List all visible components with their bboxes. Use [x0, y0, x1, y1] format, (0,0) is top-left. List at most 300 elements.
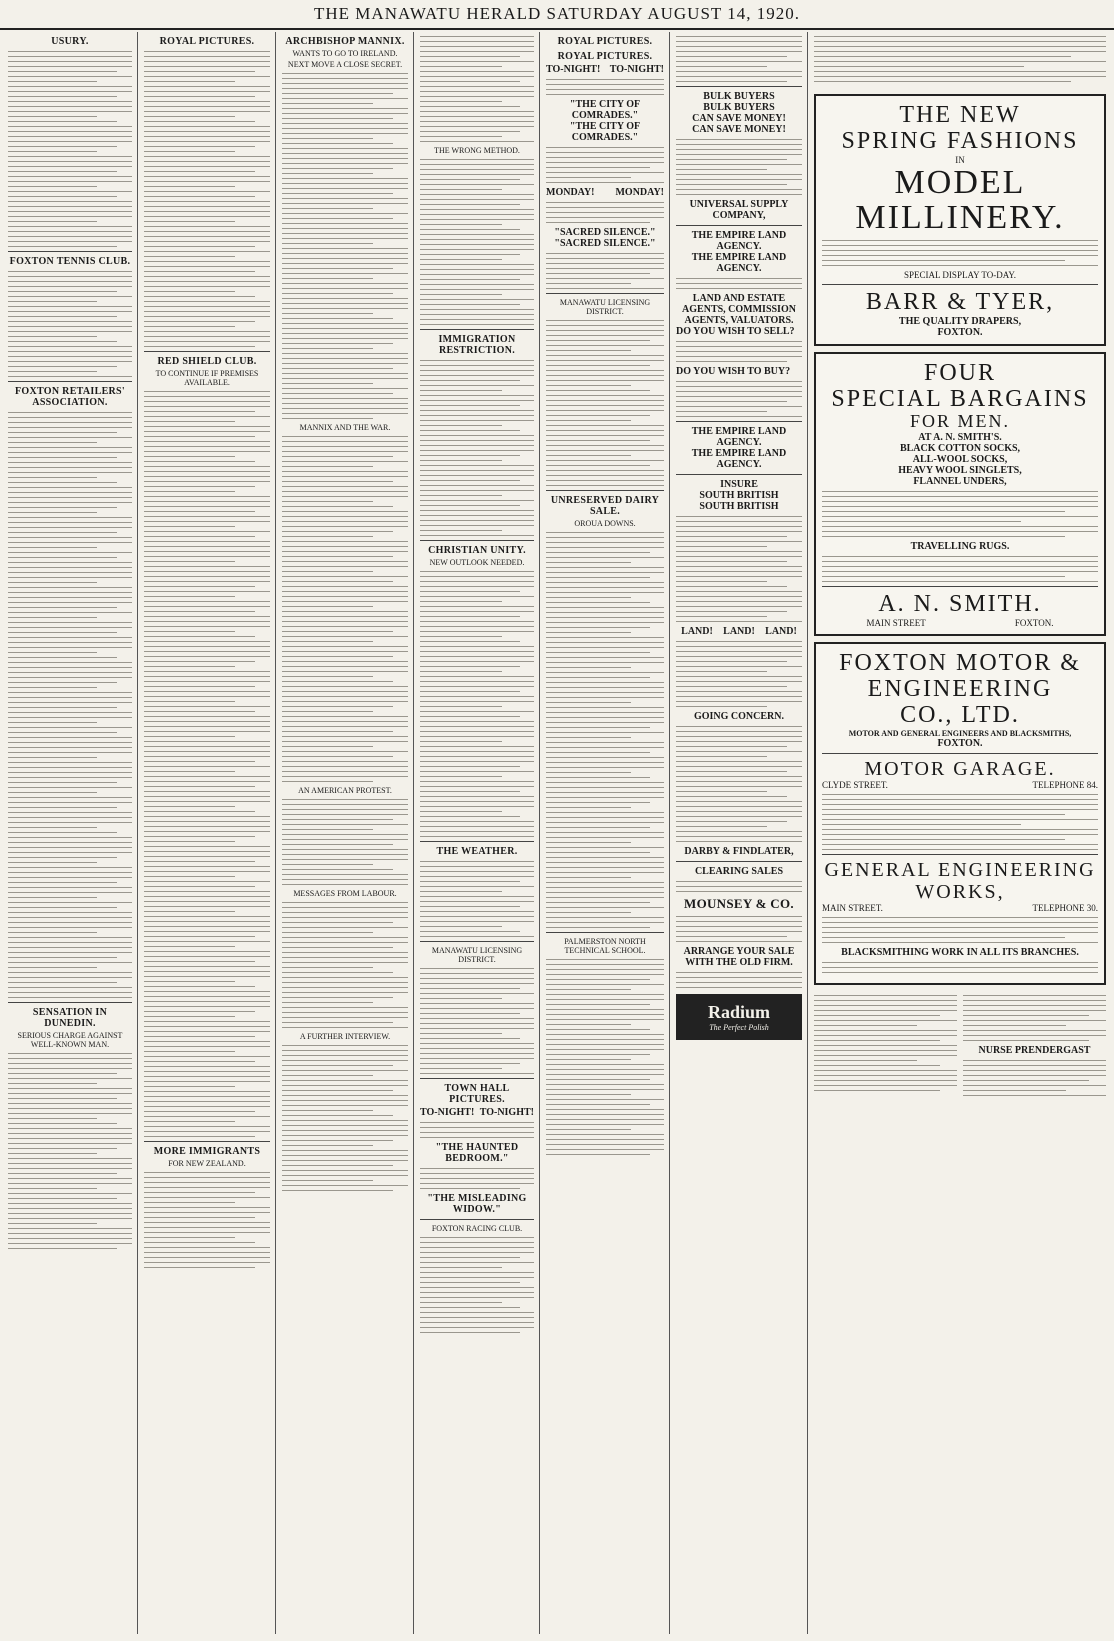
- text-line: [144, 926, 270, 927]
- text-line: [282, 83, 408, 84]
- subheadline: OROUA DOWNS.: [574, 519, 636, 528]
- text-line: [144, 936, 255, 937]
- text-line: [8, 356, 132, 357]
- text-line: [963, 1095, 1106, 1096]
- text-line: [420, 304, 520, 305]
- text-line: [963, 1025, 1066, 1026]
- text-line: [546, 712, 664, 713]
- text-line: [420, 274, 534, 275]
- text-line: [8, 692, 132, 693]
- text-line: [546, 1009, 664, 1010]
- text-line: [144, 156, 270, 157]
- text-line: [546, 959, 664, 960]
- text-line: [546, 612, 664, 613]
- text-line: [282, 198, 408, 199]
- text-line: [8, 1173, 117, 1174]
- text-line: [144, 881, 270, 882]
- text-line: [144, 661, 255, 662]
- text-line: [144, 416, 270, 417]
- text-line: [144, 121, 255, 122]
- text-line: [814, 1045, 957, 1046]
- text-line: [8, 807, 117, 808]
- text-line: [420, 1302, 502, 1303]
- text-line: [676, 174, 802, 175]
- ad-text: MOTOR AND GENERAL ENGINEERS AND BLACKSMITHS,: [848, 728, 1072, 738]
- text-line: [420, 1122, 534, 1123]
- text-line: [546, 1049, 664, 1050]
- text-line: [420, 204, 520, 205]
- text-line: [546, 632, 631, 633]
- text-line: [676, 926, 802, 927]
- text-line: [546, 1144, 664, 1145]
- text-line: [282, 103, 373, 104]
- text-line: [8, 196, 117, 197]
- text-line: [144, 686, 255, 687]
- text-line: [282, 118, 393, 119]
- text-line: [282, 1060, 408, 1061]
- text-line: [8, 1073, 117, 1074]
- text-line: [546, 902, 650, 903]
- text-line: [144, 741, 270, 742]
- text-line: [822, 927, 1098, 928]
- text-line: [420, 706, 502, 707]
- text-line: [282, 556, 393, 557]
- text-line: [8, 557, 117, 558]
- column-7: [810, 32, 1110, 1634]
- text-line: [8, 597, 132, 598]
- text-line: [8, 1203, 132, 1204]
- text-line: [546, 152, 664, 153]
- text-line: [420, 726, 534, 727]
- text-line: [144, 571, 270, 572]
- text-line: [282, 716, 408, 717]
- ad-title: A. N. SMITH.: [878, 591, 1042, 618]
- text-line: [420, 289, 534, 290]
- text-line: [8, 467, 132, 468]
- text-line: [144, 241, 270, 242]
- text-line: [144, 666, 235, 667]
- text-line: [144, 56, 270, 57]
- text-line: [8, 792, 97, 793]
- text-line: [8, 802, 132, 803]
- text-line: [144, 136, 270, 137]
- text-line: [282, 917, 408, 918]
- text-line: [8, 532, 117, 533]
- text-line: [420, 896, 534, 897]
- text-line: [144, 196, 255, 197]
- text-line: [144, 516, 270, 517]
- text-line: [282, 1027, 408, 1028]
- subheadline: THE WRONG METHOD.: [434, 146, 520, 155]
- text-line: [282, 839, 408, 840]
- text-line: [144, 576, 270, 577]
- text-line: [282, 566, 408, 567]
- text-line: [282, 476, 408, 477]
- text-line: [144, 746, 270, 747]
- text-line: [420, 445, 534, 446]
- text-line: [822, 496, 1098, 497]
- text-line: [282, 952, 408, 953]
- text-line: [420, 415, 534, 416]
- text-line: [8, 632, 117, 633]
- article-body: [822, 917, 1098, 943]
- text-line: [8, 492, 132, 493]
- text-line: [420, 988, 520, 989]
- text-line: [8, 1103, 132, 1104]
- text-line: [676, 164, 802, 165]
- text-line: [546, 562, 631, 563]
- headline: ROYAL PICTURES.: [557, 51, 653, 62]
- text-line: [546, 999, 664, 1000]
- subheadline: PALMERSTON NORTH TECHNICAL SCHOOL.: [564, 937, 646, 955]
- ad-title: SPECIAL BARGAINS: [831, 385, 1089, 412]
- text-line: [282, 496, 408, 497]
- text-line: [546, 335, 664, 336]
- text-line: [8, 862, 97, 863]
- text-line: [8, 166, 132, 167]
- text-line: [546, 747, 664, 748]
- text-line: [676, 766, 802, 767]
- article-body: [546, 79, 664, 95]
- text-line: [8, 126, 132, 127]
- text-line: [420, 299, 534, 300]
- text-line: [8, 827, 97, 828]
- text-line: [8, 932, 97, 933]
- text-line: [546, 672, 664, 673]
- text-line: [144, 256, 235, 257]
- text-line: [8, 91, 132, 92]
- text-line: [546, 577, 650, 578]
- text-line: [282, 98, 408, 99]
- text-line: [420, 1008, 534, 1009]
- text-line: [144, 896, 270, 897]
- text-line: [676, 841, 802, 842]
- text-line: [282, 1150, 408, 1151]
- text-line: [8, 672, 132, 673]
- text-line: [546, 94, 664, 95]
- ad-heading: THE EMPIRE LAND AGENCY.: [691, 426, 787, 448]
- text-line: [8, 442, 97, 443]
- text-line: [282, 378, 408, 379]
- text-line: [8, 867, 132, 868]
- column-rule: [669, 32, 670, 1634]
- text-line: [676, 411, 767, 412]
- text-line: [282, 937, 408, 938]
- text-line: [8, 156, 132, 157]
- text-line: [963, 1010, 1106, 1011]
- text-line: [144, 781, 270, 782]
- text-line: [676, 731, 802, 732]
- subheadline: FOXTON RACING CLUB.: [431, 1224, 523, 1233]
- text-line: [8, 852, 132, 853]
- text-line: [546, 460, 664, 461]
- subheadline: FOR NEW ZEALAND.: [168, 1159, 246, 1168]
- text-line: [546, 547, 664, 548]
- text-line: [8, 817, 132, 818]
- text-line: [546, 480, 664, 481]
- text-line: [144, 646, 270, 647]
- text-line: [420, 420, 534, 421]
- text-line: [144, 451, 270, 452]
- text-line: [420, 370, 534, 371]
- text-line: [144, 71, 255, 72]
- text-line: [8, 522, 132, 523]
- text-line: [282, 601, 408, 602]
- text-line: [420, 510, 534, 511]
- subheadline: NEXT MOVE A CLOSE SECRET.: [287, 60, 403, 69]
- text-line: [144, 951, 270, 952]
- text-line: [420, 380, 520, 381]
- text-line: [144, 1116, 270, 1117]
- text-line: [420, 1068, 502, 1069]
- text-line: [420, 761, 534, 762]
- text-line: [420, 671, 502, 672]
- text-line: [546, 212, 664, 213]
- text-line: [676, 356, 802, 357]
- text-line: [8, 51, 132, 52]
- text-line: [144, 586, 255, 587]
- text-line: [8, 1233, 132, 1234]
- text-line: [144, 456, 235, 457]
- text-line: [282, 829, 373, 830]
- text-line: [282, 1090, 393, 1091]
- article-body: [420, 1168, 534, 1189]
- article-body: [822, 491, 1098, 537]
- text-line: [420, 691, 520, 692]
- text-line: [144, 561, 235, 562]
- text-line: [144, 941, 270, 942]
- text-line: [282, 1115, 393, 1116]
- text-line: [420, 41, 534, 42]
- text-line: [282, 756, 393, 757]
- text-line: [822, 245, 1098, 246]
- film-title: "THE MISLEADING WIDOW.": [427, 1193, 527, 1215]
- text-line: [144, 1217, 255, 1218]
- text-line: [8, 952, 132, 953]
- masthead-title: THE MANAWATU HERALD SATURDAY AUGUST 14, 1920.: [314, 4, 800, 23]
- text-line: [676, 686, 787, 687]
- text-line: [546, 702, 631, 703]
- text-line: [282, 388, 408, 389]
- text-line: [282, 781, 373, 782]
- text-line: [676, 341, 802, 342]
- article-body: [546, 959, 664, 1155]
- text-line: [546, 405, 664, 406]
- text-line: [8, 181, 132, 182]
- text-line: [546, 807, 631, 808]
- text-line: [8, 1213, 132, 1214]
- text-line: [420, 1073, 534, 1074]
- text-line: [8, 81, 97, 82]
- text-line: [8, 747, 132, 748]
- text-line: [144, 1267, 255, 1268]
- text-line: [420, 1188, 520, 1189]
- text-line: [8, 877, 132, 878]
- text-line: [144, 1131, 270, 1132]
- text-line: [420, 1137, 534, 1138]
- text-line: [822, 511, 1065, 512]
- text-line: [8, 642, 132, 643]
- text-line: [8, 316, 117, 317]
- text-line: [546, 922, 664, 923]
- text-line: [8, 787, 132, 788]
- text-line: [144, 226, 270, 227]
- text-line: [8, 1068, 132, 1069]
- text-line: [282, 977, 408, 978]
- text-line: [546, 172, 664, 173]
- text-line: [822, 794, 1098, 795]
- text-line: [546, 737, 631, 738]
- text-line: [546, 782, 664, 783]
- text-line: [546, 812, 664, 813]
- text-line: [420, 480, 520, 481]
- text-line: [144, 676, 270, 677]
- text-line: [282, 546, 408, 547]
- text-line: [8, 176, 132, 177]
- article-body: [8, 271, 132, 377]
- text-line: [963, 1035, 1106, 1036]
- text-line: [546, 278, 664, 279]
- text-line: [8, 937, 132, 938]
- text-line: [546, 974, 664, 975]
- text-line: [144, 1172, 270, 1173]
- article-body: [420, 360, 534, 536]
- text-line: [282, 1165, 393, 1166]
- text-line: [144, 751, 270, 752]
- text-line: [8, 276, 132, 277]
- text-line: [420, 360, 534, 361]
- text-line: [676, 936, 787, 937]
- text-line: [546, 1149, 664, 1150]
- text-line: [282, 1120, 408, 1121]
- text-line: [8, 1113, 132, 1114]
- ad-heading: BULK BUYERS: [703, 91, 775, 102]
- text-line: [676, 596, 802, 597]
- text-line: [144, 876, 235, 877]
- text-line: [8, 306, 132, 307]
- ad-text: SPECIAL DISPLAY TO-DAY.: [904, 270, 1016, 281]
- text-line: [282, 273, 408, 274]
- text-line: [8, 582, 97, 583]
- text-line: [8, 872, 132, 873]
- text-line: [8, 437, 132, 438]
- text-line: [8, 617, 97, 618]
- text-line: [8, 66, 132, 67]
- text-line: [420, 470, 534, 471]
- text-line: [676, 816, 802, 817]
- text-line: [814, 1050, 957, 1051]
- text-line: [8, 502, 132, 503]
- text-line: [420, 886, 534, 887]
- text-line: [420, 1063, 520, 1064]
- text-line: [546, 485, 664, 486]
- text-line: [420, 51, 534, 52]
- text-line: [676, 406, 802, 407]
- text-line: [420, 921, 534, 922]
- text-line: [420, 881, 520, 882]
- ad-title: MOTOR GARAGE.: [864, 757, 1056, 780]
- text-line: [676, 346, 802, 347]
- text-line: [8, 121, 117, 122]
- text-line: [420, 816, 520, 817]
- text-line: [546, 787, 664, 788]
- text-line: [420, 535, 534, 536]
- text-line: [420, 771, 534, 772]
- text-line: [282, 461, 408, 462]
- text-line: [8, 111, 132, 112]
- text-line: [144, 1076, 270, 1077]
- text-line: [546, 1064, 664, 1065]
- text-line: [8, 311, 132, 312]
- text-line: [963, 1060, 1106, 1061]
- text-line: [420, 756, 534, 757]
- text-line: [8, 857, 117, 858]
- text-line: [676, 931, 802, 932]
- text-line: [144, 281, 270, 282]
- text-line: [282, 133, 408, 134]
- text-line: [420, 1332, 520, 1333]
- text-line: [282, 666, 408, 667]
- text-line: [8, 612, 132, 613]
- text-line: [144, 1096, 270, 1097]
- text-line: [8, 977, 132, 978]
- text-line: [814, 1025, 917, 1026]
- text-line: [420, 746, 534, 747]
- text-line: [144, 756, 270, 757]
- column-5: [542, 32, 668, 1634]
- text-line: [676, 696, 802, 697]
- text-line: [676, 881, 802, 882]
- text-line: [144, 286, 270, 287]
- column-1: [4, 32, 136, 1634]
- text-line: [420, 973, 534, 974]
- text-line: [546, 797, 664, 798]
- text-line: [282, 263, 408, 264]
- text-line: [676, 386, 802, 387]
- text-line: [420, 676, 534, 677]
- text-line: [546, 320, 664, 321]
- text-line: [420, 194, 534, 195]
- text-line: [676, 886, 802, 887]
- text-line: [676, 278, 802, 279]
- text-line: [8, 236, 132, 237]
- article-body: [676, 916, 802, 942]
- text-line: [546, 410, 664, 411]
- text-line: [282, 486, 408, 487]
- text-line: [420, 916, 534, 917]
- article-body: [282, 1045, 408, 1191]
- text-line: [8, 216, 132, 217]
- subheadline: AN AMERICAN PROTEST.: [298, 786, 392, 795]
- text-line: [282, 651, 408, 652]
- text-line: [282, 814, 408, 815]
- text-line: [420, 796, 534, 797]
- text-line: [420, 219, 534, 220]
- text-line: [8, 702, 132, 703]
- text-line: [144, 1086, 235, 1087]
- text-line: [546, 677, 650, 678]
- ad-title: FOXTON MOTOR &: [839, 649, 1081, 676]
- text-line: [144, 1106, 270, 1107]
- text-line: [546, 455, 631, 456]
- text-line: [282, 418, 373, 419]
- text-line: [8, 422, 132, 423]
- text-line: [144, 1081, 270, 1082]
- text-line: [144, 536, 255, 537]
- text-line: [546, 470, 664, 471]
- tonight-label: TO-NIGHT!: [609, 64, 664, 75]
- text-line: [144, 856, 270, 857]
